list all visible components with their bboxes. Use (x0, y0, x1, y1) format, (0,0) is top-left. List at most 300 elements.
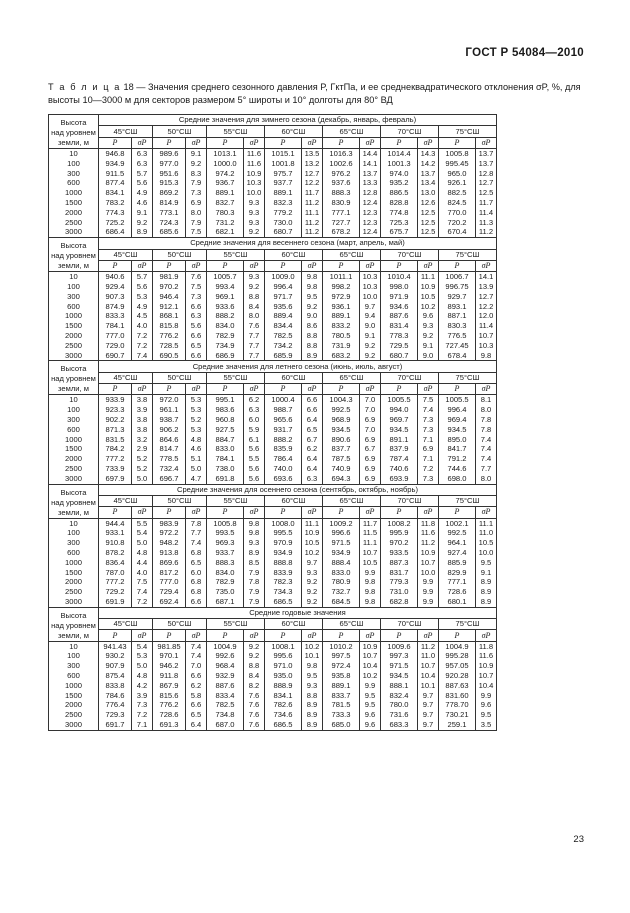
deviation-value: 9.1 (360, 331, 381, 341)
deviation-value: 11.7 (476, 198, 497, 208)
deviation-value: 13.7 (476, 149, 497, 159)
pressure-value: 729.4 (153, 587, 186, 597)
pressure-value: 913.8 (153, 548, 186, 558)
pressure-value: 878.2 (99, 548, 132, 558)
height-value: 1500 (49, 198, 99, 208)
deviation-value: 8.8 (302, 691, 323, 701)
pressure-value: 680.1 (439, 597, 476, 607)
deviation-value: 6.6 (186, 331, 207, 341)
pressure-value: 907.9 (99, 661, 132, 671)
latitude-header: 50°СШ (153, 249, 207, 260)
pressure-value: 868.1 (153, 311, 186, 321)
deviation-value: 10.3 (244, 178, 265, 188)
pressure-value: 895.0 (439, 435, 476, 445)
deviation-value: 7.0 (186, 661, 207, 671)
deviation-value: 7.1 (132, 720, 153, 730)
deviation-value: 6.6 (186, 302, 207, 312)
deviation-value: 6.5 (186, 341, 207, 351)
height-value: 1500 (49, 321, 99, 331)
pressure-label: P (265, 384, 302, 395)
deviation-value: 8.9 (244, 548, 265, 558)
table-row (49, 710, 497, 720)
pressure-value: 996.4 (439, 405, 476, 415)
pressure-value: 685.6 (153, 227, 186, 237)
pressure-value: 912.1 (153, 302, 186, 312)
deviation-value: 14.4 (360, 149, 381, 159)
pressure-value: 778.3 (381, 331, 418, 341)
pressure-value: 889.1 (265, 188, 302, 198)
pressure-value: 697.9 (99, 474, 132, 484)
pressure-label: P (323, 507, 360, 518)
deviation-value: 5.6 (132, 178, 153, 188)
deviation-label: σP (302, 137, 323, 148)
deviation-value: 8.9 (302, 720, 323, 730)
pressure-value: 733.9 (99, 464, 132, 474)
pressure-value: 686.4 (99, 227, 132, 237)
table-row (49, 415, 497, 425)
pressure-value: 907.3 (99, 292, 132, 302)
latitude-row (49, 619, 497, 630)
pressure-value: 969.1 (207, 292, 244, 302)
deviation-value: 5.6 (244, 464, 265, 474)
deviation-value: 9.5 (302, 292, 323, 302)
deviation-value: 6.4 (302, 415, 323, 425)
deviation-value: 5.3 (132, 651, 153, 661)
deviation-value: 9.7 (418, 700, 439, 710)
deviation-value: 9.8 (360, 597, 381, 607)
pressure-label: P (381, 630, 418, 641)
deviation-value: 12.0 (476, 311, 497, 321)
deviation-value: 9.6 (418, 311, 439, 321)
pressure-value: 834.1 (265, 691, 302, 701)
deviation-value: 6.8 (186, 548, 207, 558)
deviation-value: 3.5 (476, 720, 497, 730)
pressure-value: 694.3 (323, 474, 360, 484)
pressure-value: 888.3 (207, 558, 244, 568)
deviation-value: 11.0 (476, 528, 497, 538)
deviation-value: 7.1 (418, 454, 439, 464)
pressure-value: 729.2 (99, 587, 132, 597)
deviation-value: 7.7 (476, 464, 497, 474)
pressure-value: 981.9 (153, 272, 186, 282)
deviation-value: 11.2 (418, 538, 439, 548)
deviation-value: 9.8 (476, 351, 497, 361)
pressure-label: P (207, 507, 244, 518)
pressure-value: 732.4 (153, 464, 186, 474)
deviation-value: 9.5 (360, 691, 381, 701)
deviation-value: 6.6 (186, 597, 207, 607)
deviation-value: 12.4 (360, 227, 381, 237)
deviation-value: 5.6 (186, 321, 207, 331)
pressure-value: 829.9 (439, 568, 476, 578)
height-column-header-line: над уровнем (51, 251, 96, 261)
pressure-value: 906.2 (153, 425, 186, 435)
deviation-value: 11.1 (302, 518, 323, 528)
pressure-value: 724.3 (153, 218, 186, 228)
deviation-value: 9.2 (244, 282, 265, 292)
table-row (49, 528, 497, 538)
pressure-value: 725.2 (99, 218, 132, 228)
pressure-value: 776.2 (153, 700, 186, 710)
pressure-value: 734.3 (265, 587, 302, 597)
pressure-value: 730.0 (265, 218, 302, 228)
deviation-value: 9.3 (244, 218, 265, 228)
pressure-value: 693.6 (265, 474, 302, 484)
pressure-value: 777.0 (99, 331, 132, 341)
pressure-value: 783.2 (99, 198, 132, 208)
deviation-value: 7.4 (418, 405, 439, 415)
deviation-value: 11.1 (476, 518, 497, 528)
height-value: 2000 (49, 700, 99, 710)
deviation-value: 13.5 (302, 149, 323, 159)
pressure-value: 1008.2 (381, 518, 418, 528)
table-row (49, 671, 497, 681)
deviation-value: 9.7 (418, 720, 439, 730)
pressure-value: 888.8 (265, 558, 302, 568)
deviation-value: 11.2 (418, 641, 439, 651)
pressure-value: 727.45 (439, 341, 476, 351)
pressure-value: 685.9 (265, 351, 302, 361)
pressure-value: 882.5 (439, 188, 476, 198)
height-column-header (49, 238, 99, 272)
deviation-value: 9.3 (244, 538, 265, 548)
deviation-value: 9.7 (418, 710, 439, 720)
pressure-value: 685.0 (323, 720, 360, 730)
height-value: 1000 (49, 558, 99, 568)
pressure-value: 929.7 (439, 292, 476, 302)
deviation-value: 7.9 (186, 178, 207, 188)
table-row (49, 159, 497, 169)
pressure-value: 969.7 (381, 415, 418, 425)
pressure-value: 940.6 (99, 272, 132, 282)
height-value: 1000 (49, 311, 99, 321)
latitude-header: 60°СШ (265, 495, 323, 506)
deviation-value: 8.1 (476, 395, 497, 405)
deviation-value: 11.2 (302, 198, 323, 208)
pressure-label: P (153, 630, 186, 641)
deviation-value: 10.9 (302, 528, 323, 538)
deviation-value: 6.4 (186, 720, 207, 730)
pressure-value: 964.1 (439, 538, 476, 548)
pressure-value: 1013.1 (207, 149, 244, 159)
deviation-value: 11.1 (360, 538, 381, 548)
deviation-value: 7.0 (360, 405, 381, 415)
deviation-value: 7.2 (418, 464, 439, 474)
pressure-value: 774.3 (99, 208, 132, 218)
deviation-value: 6.9 (360, 464, 381, 474)
deviation-value: 7.0 (360, 395, 381, 405)
deviation-value: 7.3 (418, 415, 439, 425)
table-caption (48, 81, 593, 107)
deviation-value: 6.2 (186, 681, 207, 691)
pressure-value: 686.9 (207, 351, 244, 361)
pressure-value: 965.6 (265, 415, 302, 425)
latitude-header: 70°СШ (381, 249, 439, 260)
pressure-value: 972.9 (323, 292, 360, 302)
pressure-value: 692.4 (153, 597, 186, 607)
height-value: 1000 (49, 188, 99, 198)
pressure-value: 1005.5 (381, 395, 418, 405)
deviation-value: 4.7 (186, 474, 207, 484)
pressure-value: 833.0 (323, 568, 360, 578)
table-row (49, 149, 497, 159)
deviation-value: 12.7 (476, 292, 497, 302)
parameter-row (49, 507, 497, 518)
pressure-value: 995.45 (439, 159, 476, 169)
pressure-label: P (265, 507, 302, 518)
latitude-header: 45°СШ (99, 495, 153, 506)
deviation-value: 12.5 (476, 188, 497, 198)
deviation-value: 5.3 (186, 425, 207, 435)
pressure-value: 1005.5 (439, 395, 476, 405)
table-row (49, 331, 497, 341)
season-title: Средние годовые значения (99, 607, 497, 618)
pressure-value: 934.9 (265, 548, 302, 558)
pressure-value: 782.5 (265, 331, 302, 341)
height-value: 2000 (49, 577, 99, 587)
pressure-value: 729.3 (99, 710, 132, 720)
pressure-value: 782.9 (207, 331, 244, 341)
table-row (49, 302, 497, 312)
deviation-value: 3.8 (132, 395, 153, 405)
deviation-value: 13.4 (418, 178, 439, 188)
pressure-value: 734.8 (207, 710, 244, 720)
pressure-value: 933.5 (381, 548, 418, 558)
pressure-value: 993.4 (207, 282, 244, 292)
pressure-value: 941.43 (99, 641, 132, 651)
height-value: 300 (49, 661, 99, 671)
pressure-label: P (439, 260, 476, 271)
deviation-value: 9.3 (302, 681, 323, 691)
height-value: 1500 (49, 444, 99, 454)
deviation-value: 4.8 (132, 671, 153, 681)
deviation-label: σP (476, 137, 497, 148)
deviation-value: 7.6 (244, 720, 265, 730)
pressure-value: 888.3 (323, 188, 360, 198)
deviation-value: 7.9 (244, 568, 265, 578)
table-row (49, 292, 497, 302)
latitude-header: 75°СШ (439, 372, 497, 383)
deviation-value: 7.1 (418, 435, 439, 445)
pressure-value: 1008.0 (265, 518, 302, 528)
deviation-value: 10.3 (360, 282, 381, 292)
latitude-header: 75°СШ (439, 126, 497, 137)
pressure-value: 777.2 (99, 454, 132, 464)
season-title: Средние значения для летнего сезона (июнь, июль, август) (99, 361, 497, 372)
deviation-value: 8.9 (476, 597, 497, 607)
deviation-value: 10.7 (360, 651, 381, 661)
pressure-value: 864.6 (153, 435, 186, 445)
pressure-value: 780.3 (207, 208, 244, 218)
height-value: 300 (49, 292, 99, 302)
deviation-value: 10.7 (360, 548, 381, 558)
deviation-value: 10.2 (360, 671, 381, 681)
pressure-value: 833.9 (265, 568, 302, 578)
height-value: 10 (49, 395, 99, 405)
deviation-value: 11.5 (360, 528, 381, 538)
latitude-header: 50°СШ (153, 372, 207, 383)
pressure-value: 1005.7 (207, 272, 244, 282)
deviation-value: 9.2 (360, 351, 381, 361)
height-column-header-line: Высота (60, 610, 87, 620)
deviation-value: 7.7 (186, 528, 207, 538)
pressure-value: 728.6 (439, 587, 476, 597)
deviation-value: 7.7 (244, 331, 265, 341)
latitude-header: 75°СШ (439, 249, 497, 260)
deviation-value: 2.9 (132, 444, 153, 454)
deviation-value: 10.9 (360, 641, 381, 651)
pressure-value: 779.3 (381, 577, 418, 587)
pressure-value: 779.2 (265, 208, 302, 218)
table-row (49, 218, 497, 228)
deviation-label: σP (244, 507, 265, 518)
pressure-value: 837.9 (381, 444, 418, 454)
pressure-value: 835.9 (265, 444, 302, 454)
deviation-value: 5.2 (132, 454, 153, 464)
deviation-value: 6.3 (132, 159, 153, 169)
latitude-header: 60°СШ (265, 619, 323, 630)
deviation-label: σP (418, 630, 439, 641)
deviation-value: 4.6 (132, 198, 153, 208)
pressure-value: 732.7 (323, 587, 360, 597)
deviation-value: 6.9 (360, 435, 381, 445)
deviation-label: σP (418, 137, 439, 148)
latitude-header: 60°СШ (265, 126, 323, 137)
deviation-value: 14.2 (418, 159, 439, 169)
pressure-value: 915.3 (153, 178, 186, 188)
deviation-value: 9.2 (132, 218, 153, 228)
deviation-value: 4.9 (132, 302, 153, 312)
pressure-value: 830.3 (439, 321, 476, 331)
pressure-value: 728.5 (153, 341, 186, 351)
height-value: 10 (49, 518, 99, 528)
pressure-value: 1010.4 (381, 272, 418, 282)
deviation-value: 9.2 (360, 341, 381, 351)
deviation-value: 6.8 (186, 587, 207, 597)
deviation-value: 6.7 (360, 444, 381, 454)
pressure-value: 734.9 (207, 341, 244, 351)
deviation-value: 7.6 (186, 272, 207, 282)
pressure-value: 887.6 (381, 311, 418, 321)
pressure-value: 887.1 (439, 311, 476, 321)
deviation-value: 7.5 (186, 227, 207, 237)
pressure-value: 828.8 (381, 198, 418, 208)
deviation-value: 7.4 (132, 351, 153, 361)
pressure-value: 1010.2 (323, 641, 360, 651)
pressure-value: 977.0 (153, 159, 186, 169)
latitude-header: 45°СШ (99, 126, 153, 137)
deviation-value: 3.8 (132, 425, 153, 435)
deviation-label: σP (244, 260, 265, 271)
pressure-value: 996.4 (265, 282, 302, 292)
deviation-value: 6.3 (186, 311, 207, 321)
deviation-value: 7.4 (476, 454, 497, 464)
pressure-value: 832.4 (381, 691, 418, 701)
deviation-value: 8.4 (244, 671, 265, 681)
deviation-value: 9.8 (244, 518, 265, 528)
deviation-value: 4.0 (132, 568, 153, 578)
pressure-value: 970.2 (381, 538, 418, 548)
pressure-value: 938.7 (153, 415, 186, 425)
height-column-header-line: земли, м (58, 384, 89, 394)
deviation-value: 7.6 (244, 710, 265, 720)
deviation-value: 5.5 (244, 454, 265, 464)
deviation-value: 9.2 (244, 641, 265, 651)
pressure-value: 691.3 (153, 720, 186, 730)
deviation-value: 11.4 (476, 321, 497, 331)
pressure-value: 971.9 (381, 292, 418, 302)
deviation-value: 11.1 (302, 208, 323, 218)
pressure-value: 687.1 (207, 597, 244, 607)
deviation-value: 4.2 (132, 681, 153, 691)
pressure-value: 777.0 (153, 577, 186, 587)
height-column-header-line: Высота (60, 487, 87, 497)
latitude-header: 45°СШ (99, 372, 153, 383)
pressure-value: 871.3 (99, 425, 132, 435)
deviation-value: 6.9 (418, 444, 439, 454)
height-column-header-line: Высота (60, 364, 87, 374)
pressure-value: 935.6 (265, 302, 302, 312)
pressure-value: 936.7 (207, 178, 244, 188)
pressure-value: 734.2 (265, 341, 302, 351)
height-column-header (49, 484, 99, 518)
pressure-value: 733.3 (323, 710, 360, 720)
pressure-value: 834.1 (99, 188, 132, 198)
pressure-value: 902.2 (99, 415, 132, 425)
deviation-value: 13.9 (476, 282, 497, 292)
pressure-value: 927.5 (207, 425, 244, 435)
deviation-value: 9.6 (360, 720, 381, 730)
deviation-value: 4.4 (132, 558, 153, 568)
deviation-value: 5.7 (132, 272, 153, 282)
pressure-value: 815.6 (153, 691, 186, 701)
pressure-label: P (381, 260, 418, 271)
pressure-value: 683.2 (323, 351, 360, 361)
latitude-row (49, 372, 497, 383)
pressure-value: 995.1 (207, 395, 244, 405)
height-value: 300 (49, 169, 99, 179)
deviation-value: 8.9 (302, 710, 323, 720)
deviation-value: 5.5 (132, 518, 153, 528)
deviation-value: 12.3 (360, 218, 381, 228)
pressure-label: P (323, 137, 360, 148)
latitude-header: 65°СШ (323, 126, 381, 137)
deviation-value: 5.0 (132, 474, 153, 484)
height-value: 2500 (49, 710, 99, 720)
deviation-value: 12.6 (418, 198, 439, 208)
height-value: 2500 (49, 341, 99, 351)
deviation-value: 4.8 (132, 548, 153, 558)
deviation-value: 9.0 (302, 311, 323, 321)
deviation-value: 6.3 (244, 405, 265, 415)
deviation-value: 7.3 (186, 292, 207, 302)
height-value: 600 (49, 302, 99, 312)
pressure-value: 698.0 (439, 474, 476, 484)
pressure-value: 869.6 (153, 558, 186, 568)
table-row (49, 577, 497, 587)
deviation-value: 10.4 (360, 661, 381, 671)
deviation-label: σP (302, 630, 323, 641)
deviation-value: 11.8 (418, 518, 439, 528)
deviation-value: 9.8 (302, 661, 323, 671)
pressure-value: 997.5 (323, 651, 360, 661)
deviation-value: 9.1 (186, 149, 207, 159)
deviation-value: 11.6 (418, 528, 439, 538)
pressure-value: 968.9 (323, 415, 360, 425)
deviation-label: σP (186, 137, 207, 148)
deviation-value: 9.2 (302, 577, 323, 587)
height-value: 100 (49, 651, 99, 661)
